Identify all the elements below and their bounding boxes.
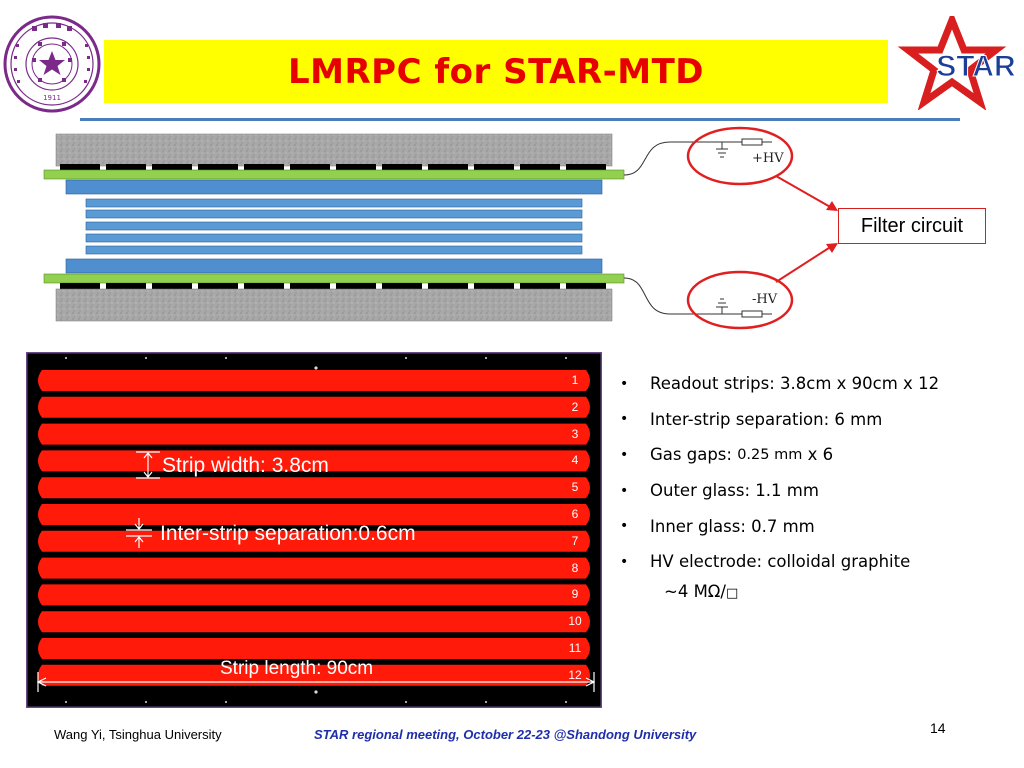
strip-number: 2: [571, 399, 579, 414]
strip-number: 1: [571, 373, 579, 387]
strip-length-label: Strip length: 90cm: [220, 658, 374, 679]
inner-glass: [86, 246, 582, 254]
strip-number: 11: [568, 641, 582, 655]
inner-glass: [86, 234, 582, 242]
seal-year-text: 1911: [43, 94, 61, 102]
top-pcb-board: [56, 134, 612, 166]
bullet-dot: •: [620, 553, 629, 570]
title-banner: [104, 40, 888, 103]
bottom-outer-glass: [66, 259, 602, 273]
strip-number: 4: [571, 453, 579, 468]
bottom-pcb-board: [56, 289, 612, 321]
readout-strip: [38, 584, 590, 605]
spec-item: [616, 366, 1016, 402]
inner-glass: [86, 222, 582, 230]
strip-number: 3: [571, 426, 579, 441]
spec-item: [616, 473, 1016, 509]
arrow-to-filter-bottom: [776, 246, 832, 282]
resistance-square-symbol: □: [725, 586, 739, 601]
footer-meeting: STAR regional meeting, October 22-23 @Shandong University: [314, 727, 697, 742]
spec-text: HV electrode: colloidal graphite: [650, 552, 911, 572]
strip-number: 10: [568, 614, 582, 629]
strip-number: 12: [568, 667, 582, 682]
star-logo: [896, 16, 1020, 110]
star-logo-text: STAR: [936, 50, 1016, 83]
readout-strip-panel: [26, 352, 602, 708]
hv-electrode-resistance: [664, 582, 738, 601]
inner-glass: [86, 199, 582, 207]
strip-number: 6: [571, 507, 579, 521]
specification-list: [616, 366, 1016, 580]
spec-item: [616, 402, 1016, 438]
bottom-hv-electrode: [44, 274, 624, 283]
filter-circuit-label: Filter circuit: [838, 208, 986, 244]
spec-item: [616, 437, 1016, 473]
spec-text-small: 0.25 mm: [737, 446, 803, 463]
footer-author: Wang Yi, Tsinghua University: [54, 727, 222, 742]
strip-number: 7: [571, 533, 579, 548]
arrow-to-filter-top: [776, 176, 832, 208]
top-outer-glass: [66, 180, 602, 194]
strip-number: 8: [571, 560, 579, 575]
spec-text: Outer glass: 1.1 mm: [650, 481, 819, 501]
hv-negative-lead: [624, 278, 690, 314]
spec-text: Readout strips: 3.8cm x 90cm x 12: [650, 374, 940, 394]
spec-item: [616, 508, 1016, 544]
spec-text-suffix: x 6: [802, 445, 834, 465]
bullet-dot: •: [620, 446, 629, 463]
spec-text-prefix: Gas gaps:: [650, 445, 738, 465]
spec-item: [616, 544, 1016, 580]
hv-negative-label: -HV: [752, 292, 778, 307]
spec-text: Inter-strip separation: 6 mm: [650, 409, 883, 429]
inner-glass: [86, 210, 582, 218]
bullet-dot: •: [620, 411, 629, 428]
readout-strip: [38, 424, 590, 445]
resistance-value: ~4 MΩ/: [664, 582, 726, 601]
bullet-dot: •: [620, 375, 629, 392]
readout-strip: [38, 611, 590, 632]
inter-strip-separation-label: Inter-strip separation:0.6cm: [160, 522, 416, 545]
readout-strip: [38, 397, 590, 418]
tsinghua-seal-logo: [2, 14, 102, 114]
spec-text: Inner glass: 0.7 mm: [650, 516, 815, 536]
bullet-dot: •: [620, 518, 629, 535]
page-number: 14: [930, 720, 946, 736]
page-title: LMRPC for STAR-MTD: [287, 51, 705, 92]
title-divider: [80, 118, 960, 121]
readout-strip: [38, 558, 590, 579]
top-hv-electrode: [44, 170, 624, 179]
readout-strip: [38, 638, 590, 659]
hv-positive-label: +HV: [752, 151, 784, 166]
strip-number: 5: [571, 480, 579, 495]
readout-strip: [38, 477, 590, 498]
strip-width-label: Strip width: 3.8cm: [162, 454, 329, 477]
readout-strip: [38, 370, 590, 391]
bullet-dot: •: [620, 482, 629, 499]
strip-number: 9: [571, 587, 579, 602]
hv-positive-lead: [624, 142, 690, 175]
